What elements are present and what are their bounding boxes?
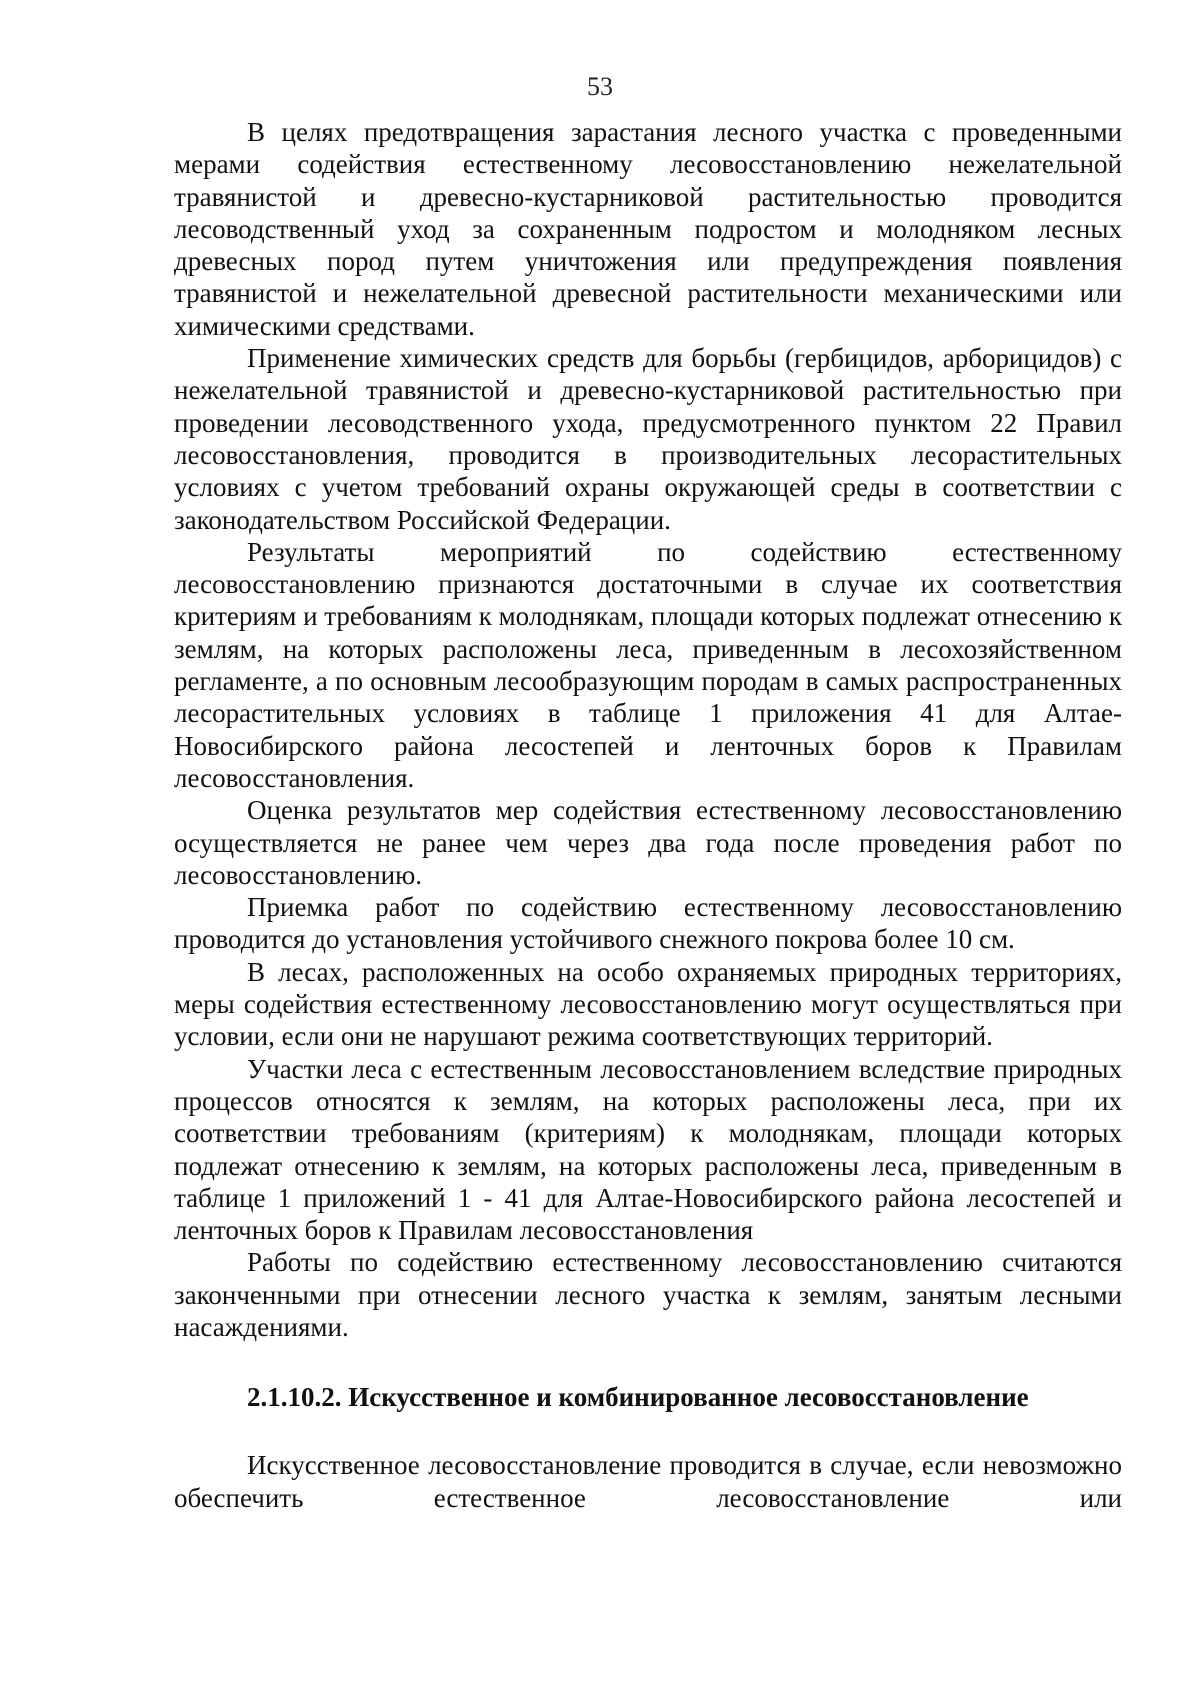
- paragraph-natural-regeneration-plots: Участки леса с естественным лесовосстановлением вследствие природных процессов относятся к землям, на которых расположены леса, при их соответствии требованиям (критериям) к молоднякам, площади которых подлежат отнесению к землям, на которых расположены леса, приведенным в таблице 1 приложений 1 - 41 для Алтае-Новосибирского района лесостепей и ленточных боров к Правилам лесовосстановления: [174, 1053, 1122, 1246]
- section-heading: 2.1.10.2. Искусственное и комбинированное лесовосстановление: [247, 1382, 1029, 1413]
- paragraph-assessment: Оценка результатов мер содействия естественному лесовосстановлению осуществляется не ранее чем через два года после проведения работ по лесовосстановлению.: [174, 795, 1122, 890]
- paragraph-artificial-regeneration: Искусственное лесовосстановление проводится в случае, если невозможно обеспечить естественное лесовосстановление или: [174, 1450, 1122, 1513]
- paragraph-works-completion: Работы по содействию естественному лесовосстановлению считаются законченными при отнесении лесного участка к землям, занятым лесными насаждениями.: [174, 1247, 1122, 1342]
- paragraph-weed-control: В целях предотвращения зарастания лесного участка с проведенными мерами содействия естественному лесовосстановлению нежелательной травянистой и древесно-кустарниковой растительностью проводится лесоводственный уход за сохраненным подростом и молодняком лесных древесных пород путем уничтожения или предупреждения появления травянистой и нежелательной древесной растительности механическими или химическими средствами.: [174, 117, 1122, 341]
- page-number: 53: [587, 72, 613, 101]
- paragraph-protected-areas: В лесах, расположенных на особо охраняемых природных территориях, меры содействия естественному лесовосстановлению могут осуществляться при условии, если они не нарушают режима соответствующих территорий.: [174, 956, 1122, 1052]
- paragraph-chemical-agents: Применение химических средств для борьбы (гербицидов, арборицидов) с нежелательной травянистой и древесно-кустарниковой растительностью при проведении лесоводственного ухода, предусмотренного пунктом 22 Правил лесовосстановления, проводится в производительных лесорастительных условиях с учетом требований охраны окружающей среды в соответствии с законодательством Российской Федерации.: [174, 343, 1122, 535]
- paragraph-results: Результаты мероприятий по содействию естественному лесовосстановлению признаются достаточными в случае их соответствия критериям и требованиям к молоднякам, площади которых подлежат отнесению к землям, на которых расположены леса, приведенным в лесохозяйственном регламенте, а по основным лесообразующим породам в самых распространенных лесорастительных условиях в таблице 1 приложения 41 для Алтае-Новосибирского района лесостепей и ленточных боров к Правилам лесовосстановления.: [174, 536, 1122, 793]
- document-body: [174, 116, 1122, 1514]
- paragraph-acceptance: Приемка работ по содействию естественному лесовосстановлению проводится до установления устойчивого снежного покрова более 10 см.: [174, 892, 1122, 955]
